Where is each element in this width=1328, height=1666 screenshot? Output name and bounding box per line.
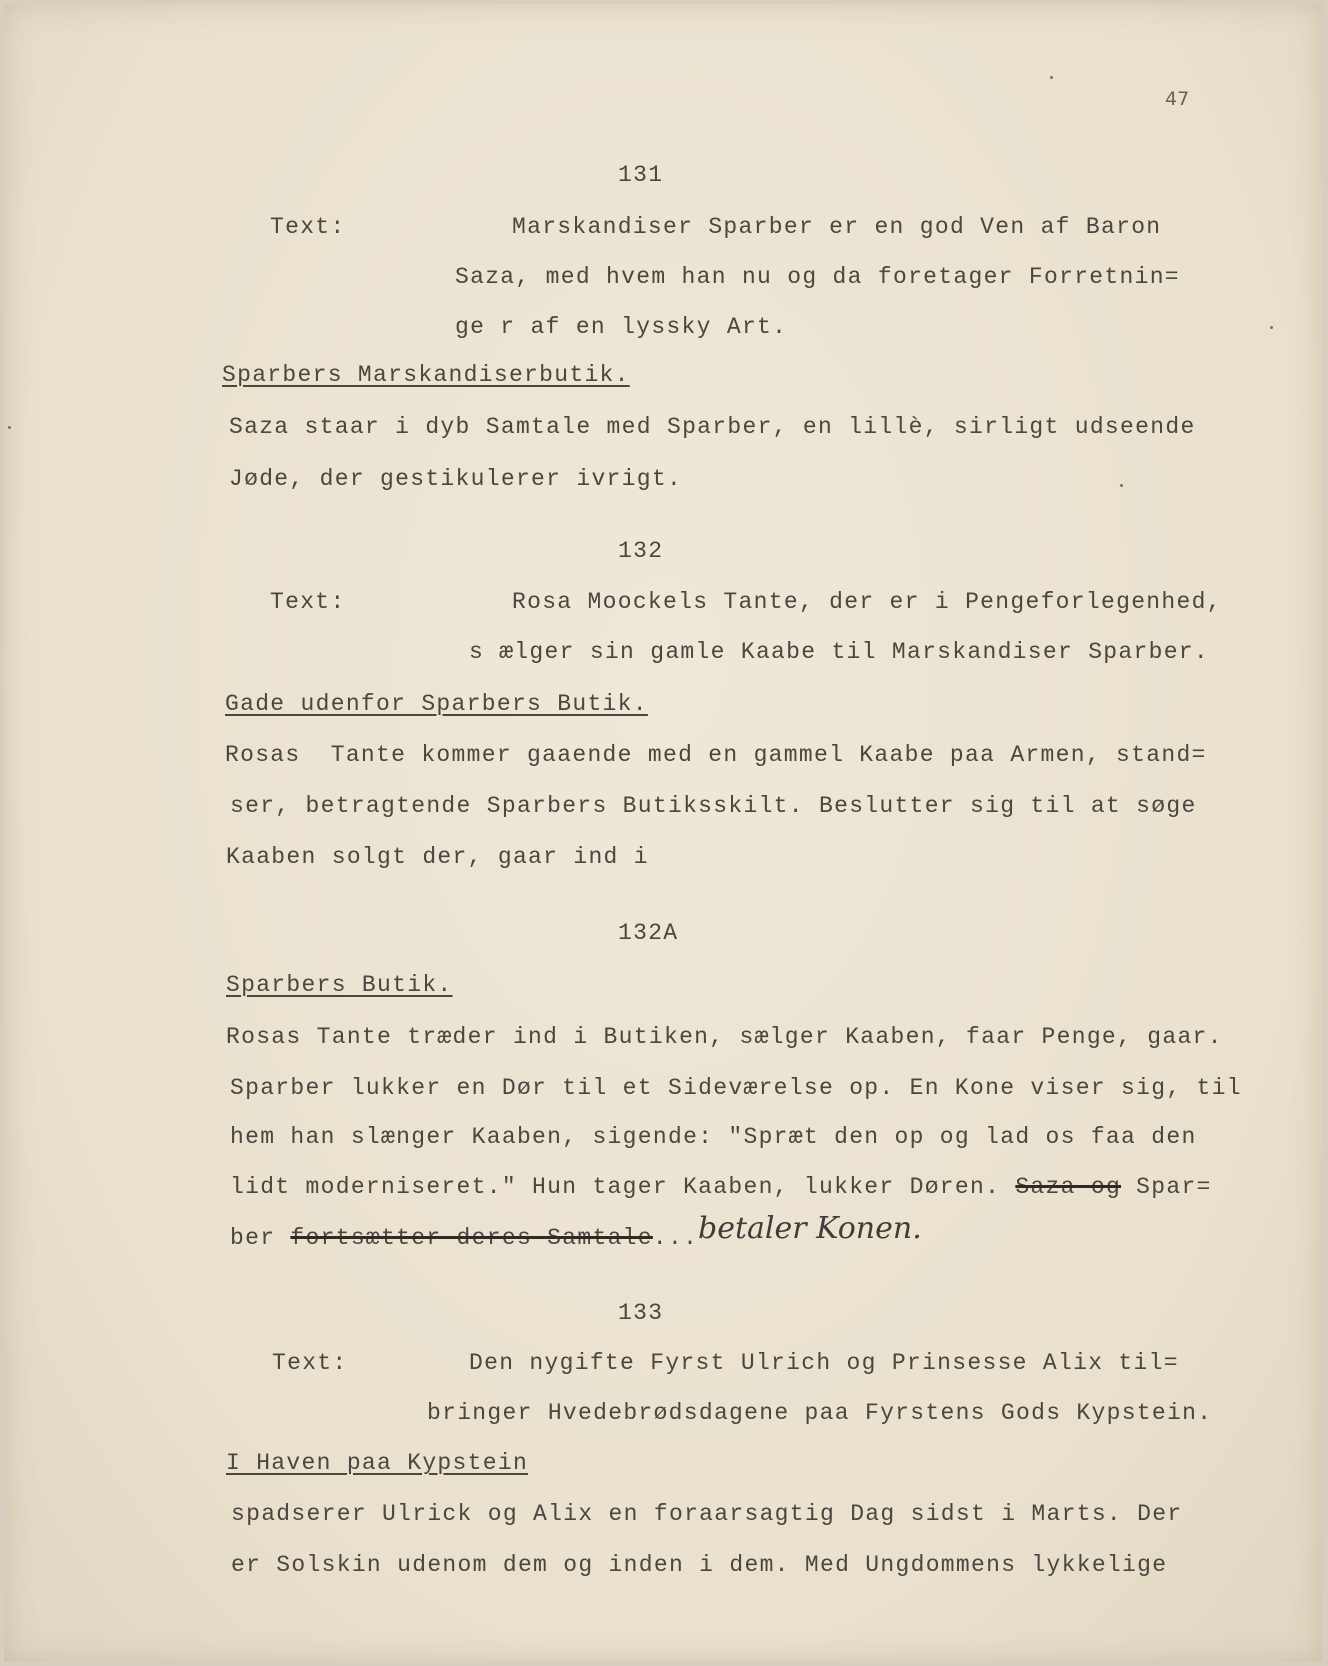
paper-speck (1050, 76, 1053, 79)
scene-description-line: spadserer Ulrick og Alix en foraarsagtig Dag sidst i Marts. Der (231, 1501, 1183, 1527)
scene-location: I Haven paa Kypstein (226, 1450, 529, 1476)
text-label: Text: (270, 214, 346, 240)
text-label: Text: (270, 589, 346, 615)
scene-description-line: Sparber lukker en Dør til et Sideværelse op. En Kone viser sig, til (230, 1075, 1242, 1101)
typed-text: ... (652, 1225, 699, 1251)
struck-text: Saza og (1015, 1174, 1122, 1200)
intertitle-line: Marskandiser Sparber er en god Ven af Baron (512, 214, 1162, 240)
scene-number: 132A (618, 920, 679, 946)
typed-text: lidt moderniseret." Hun tager Kaaben, lukker Døren. (230, 1174, 1016, 1200)
scene-location: Sparbers Marskandiserbutik. (222, 362, 630, 388)
scene-number: 132 (618, 538, 664, 564)
struck-text: fortsætter deres Samtale (290, 1225, 653, 1251)
page-number: 47 (1165, 88, 1190, 110)
intertitle-line: Den nygifte Fyrst Ulrich og Prinsesse Alix til= (469, 1350, 1179, 1376)
scene-location: Gade udenfor Sparbers Butik. (225, 691, 648, 717)
intertitle-line: Saza, med hvem han nu og da foretager Forretnin= (455, 264, 1180, 290)
intertitle-line: bringer Hvedebrødsdagene paa Fyrstens Gods Kypstein. (427, 1400, 1213, 1426)
intertitle-line: Rosa Moockels Tante, der er i Pengeforlegenhed, (512, 589, 1222, 615)
scene-description-line: Rosas Tante kommer gaaende med en gammel Kaabe paa Armen, stand= (225, 742, 1207, 768)
scene-description-line: hem han slænger Kaaben, sigende: "Spræt den op og lad os faa den (230, 1124, 1197, 1150)
handwritten-annotation: betaler Konen. (698, 1211, 922, 1246)
paper-speck (8, 426, 11, 429)
paper-speck (1120, 484, 1123, 487)
scene-location: Sparbers Butik. (226, 972, 453, 998)
document-page (4, 4, 1322, 1662)
scene-description-line: ser, betragtende Sparbers Butiksskilt. Beslutter sig til at søge (230, 793, 1197, 819)
text-label: Text: (272, 1350, 348, 1376)
scene-description-line: Rosas Tante træder ind i Butiken, sælger Kaaben, faar Penge, gaar. (226, 1024, 1223, 1050)
paper-speck (1270, 326, 1273, 329)
intertitle-line: s ælger sin gamle Kaabe til Marskandiser Sparber. (469, 639, 1210, 665)
typed-text: ber (230, 1225, 291, 1251)
scene-description-line: er Solskin udenom dem og inden i dem. Med Ungdommens lykkelige (231, 1552, 1168, 1578)
scene-description-line-edited (230, 1225, 698, 1251)
scene-number: 133 (618, 1300, 664, 1326)
intertitle-line: ge r af en lyssky Art. (455, 314, 788, 340)
typed-text: Spar= (1121, 1174, 1212, 1200)
scene-number: 131 (618, 162, 664, 188)
scene-description-line-edited (230, 1174, 1212, 1200)
scene-description-line: Saza staar i dyb Samtale med Sparber, en lillè, sirligt udseende (229, 414, 1196, 440)
scene-description-line: Kaaben solgt der, gaar ind i (226, 844, 649, 870)
scene-description-line: Jøde, der gestikulerer ivrigt. (229, 466, 683, 492)
